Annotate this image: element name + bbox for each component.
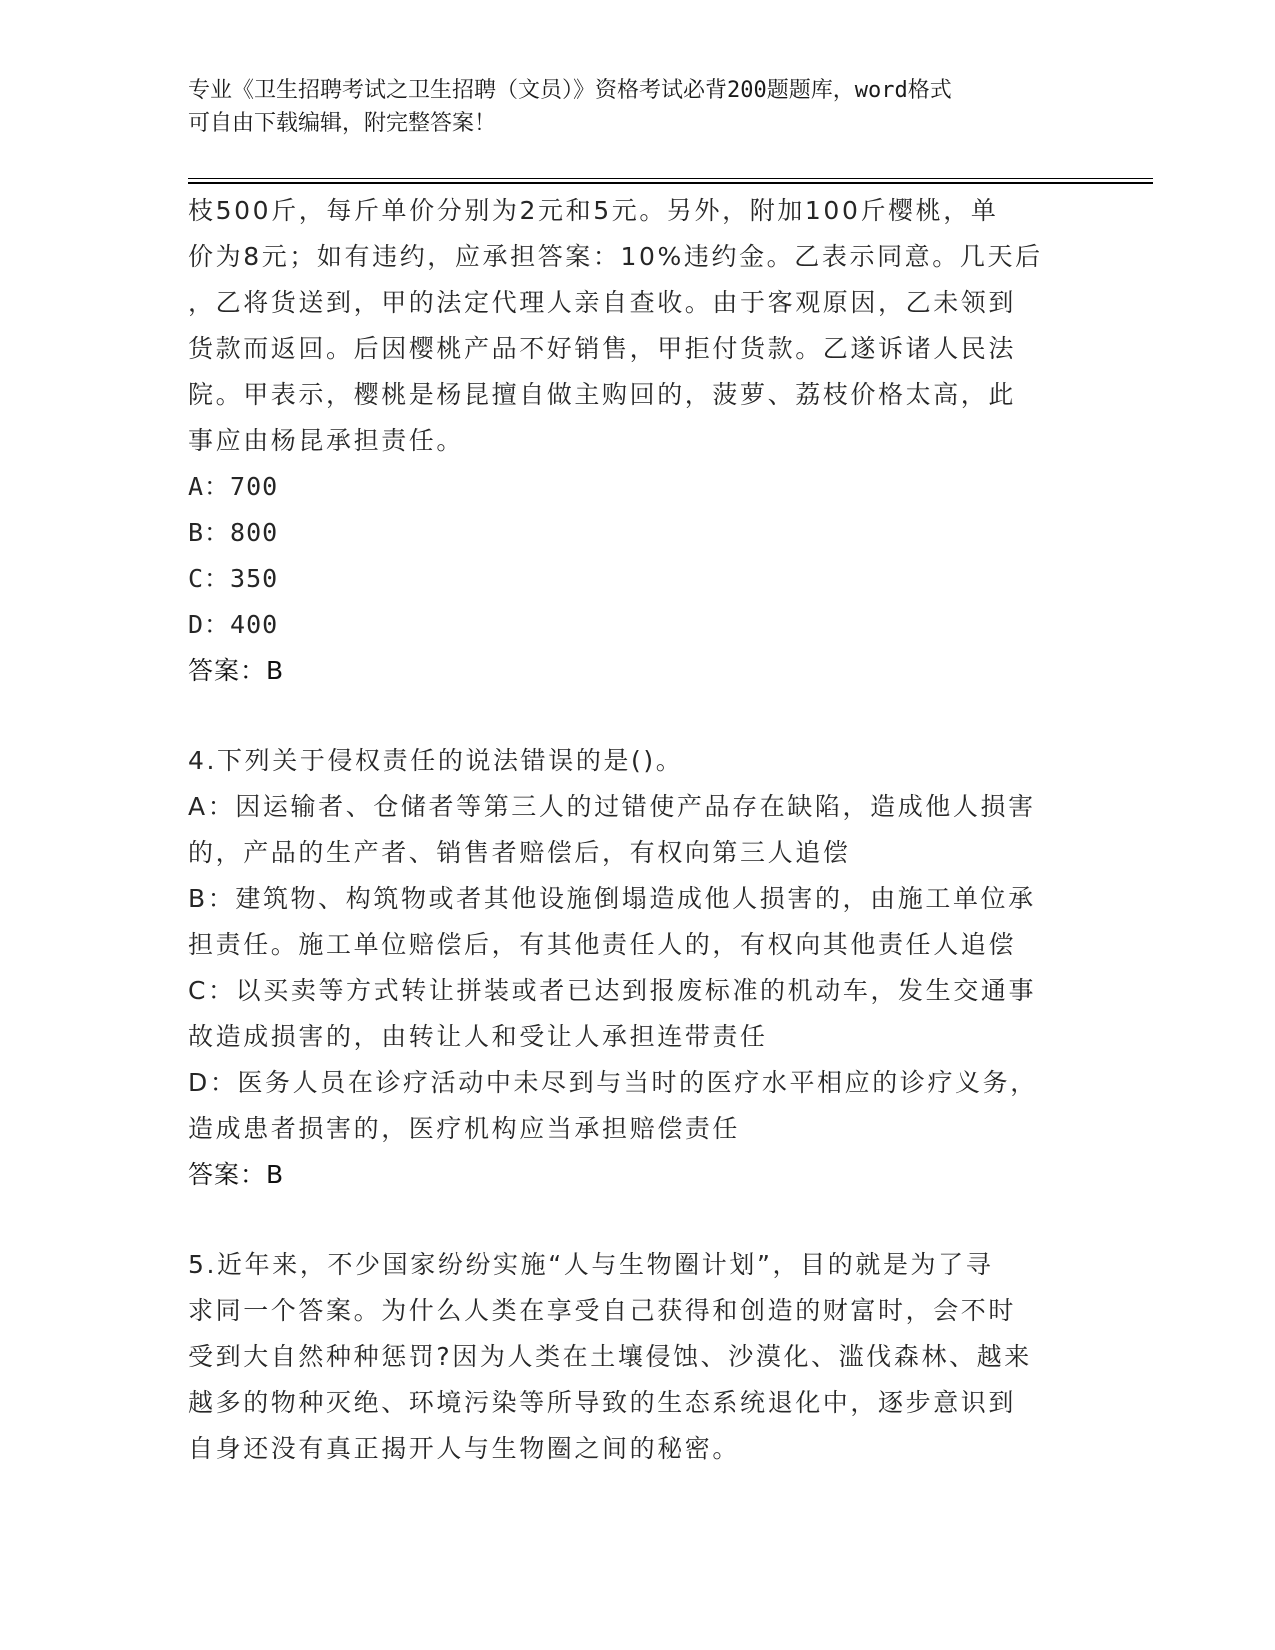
header-divider-thin [188, 178, 1153, 179]
question-4-answer: 答案：B [188, 1160, 285, 1189]
spacer [188, 1198, 1088, 1242]
question-3-continued [188, 188, 1088, 694]
question-3-answer: 答案：B [188, 656, 285, 685]
question-3-text-line: 事应由杨昆承担责任。 [188, 426, 465, 455]
header-divider-thick [188, 182, 1153, 184]
question-4-option-a-line: A：因运输者、仓储者等第三人的过错使产品存在缺陷，造成他人损害 [188, 792, 1036, 821]
document-body [188, 188, 1088, 1472]
question-5-text-line: 5.近年来，不少国家纷纷实施“人与生物圈计划”，目的就是为了寻 [188, 1250, 994, 1279]
spacer [188, 694, 1088, 738]
question-5-text-line: 自身还没有真正揭开人与生物圈之间的秘密。 [188, 1434, 741, 1463]
question-4 [188, 738, 1088, 1198]
question-3-option-b: B：800 [188, 518, 279, 547]
question-3-text-line: 院。甲表示，樱桃是杨昆擅自做主购回的，菠萝、荔枝价格太高，此 [188, 380, 1017, 409]
question-3-option-a: A：700 [188, 472, 279, 501]
question-5-text-line: 求同一个答案。为什么人类在享受自己获得和创造的财富时，会不时 [188, 1296, 1017, 1325]
header-title-line-1: 专业《卫生招聘考试之卫生招聘（文员）》资格考试必背200题题库，word格式 [188, 78, 952, 103]
question-3-option-c: C：350 [188, 564, 279, 593]
question-4-option-d-line: D：医务人员在诊疗活动中未尽到与当时的医疗水平相应的诊疗义务， [188, 1068, 1038, 1097]
question-4-option-a-line: 的，产品的生产者、销售者赔偿后，有权向第三人追偿 [188, 838, 851, 867]
question-4-option-b-line: B：建筑物、构筑物或者其他设施倒塌造成他人损害的，由施工单位承 [188, 884, 1036, 913]
question-4-title: 4.下列关于侵权责任的说法错误的是()。 [188, 746, 684, 775]
question-3-text-line: 价为8元；如有违约，应承担答案：10%违约金。乙表示同意。几天后 [188, 242, 1043, 271]
question-4-option-c-line: C：以买卖等方式转让拼装或者已达到报废标准的机动车，发生交通事 [188, 976, 1037, 1005]
question-5-text-line: 受到大自然种种惩罚?因为人类在土壤侵蚀、沙漠化、滥伐森林、越来 [188, 1342, 1032, 1371]
question-5-text-line: 越多的物种灭绝、环境污染等所导致的生态系统退化中，逐步意识到 [188, 1388, 1017, 1417]
question-4-option-d-line: 造成患者损害的，医疗机构应当承担赔偿责任 [188, 1114, 741, 1143]
question-3-text-line: 货款而返回。后因樱桃产品不好销售，甲拒付货款。乙遂诉诸人民法 [188, 334, 1017, 363]
question-5 [188, 1242, 1088, 1472]
question-3-option-d: D：400 [188, 610, 279, 639]
document-header [188, 74, 1088, 140]
question-3-text-line: ，乙将货送到，甲的法定代理人亲自查收。由于客观原因，乙未领到 [188, 288, 1017, 317]
question-3-text-line: 枝500斤，每斤单价分别为2元和5元。另外，附加100斤樱桃，单 [188, 196, 999, 225]
question-4-option-b-line: 担责任。施工单位赔偿后，有其他责任人的，有权向其他责任人追偿 [188, 930, 1017, 959]
question-4-option-c-line: 故造成损害的，由转让人和受让人承担连带责任 [188, 1022, 768, 1051]
header-title-line-2: 可自由下载编辑，附完整答案！ [188, 111, 497, 136]
